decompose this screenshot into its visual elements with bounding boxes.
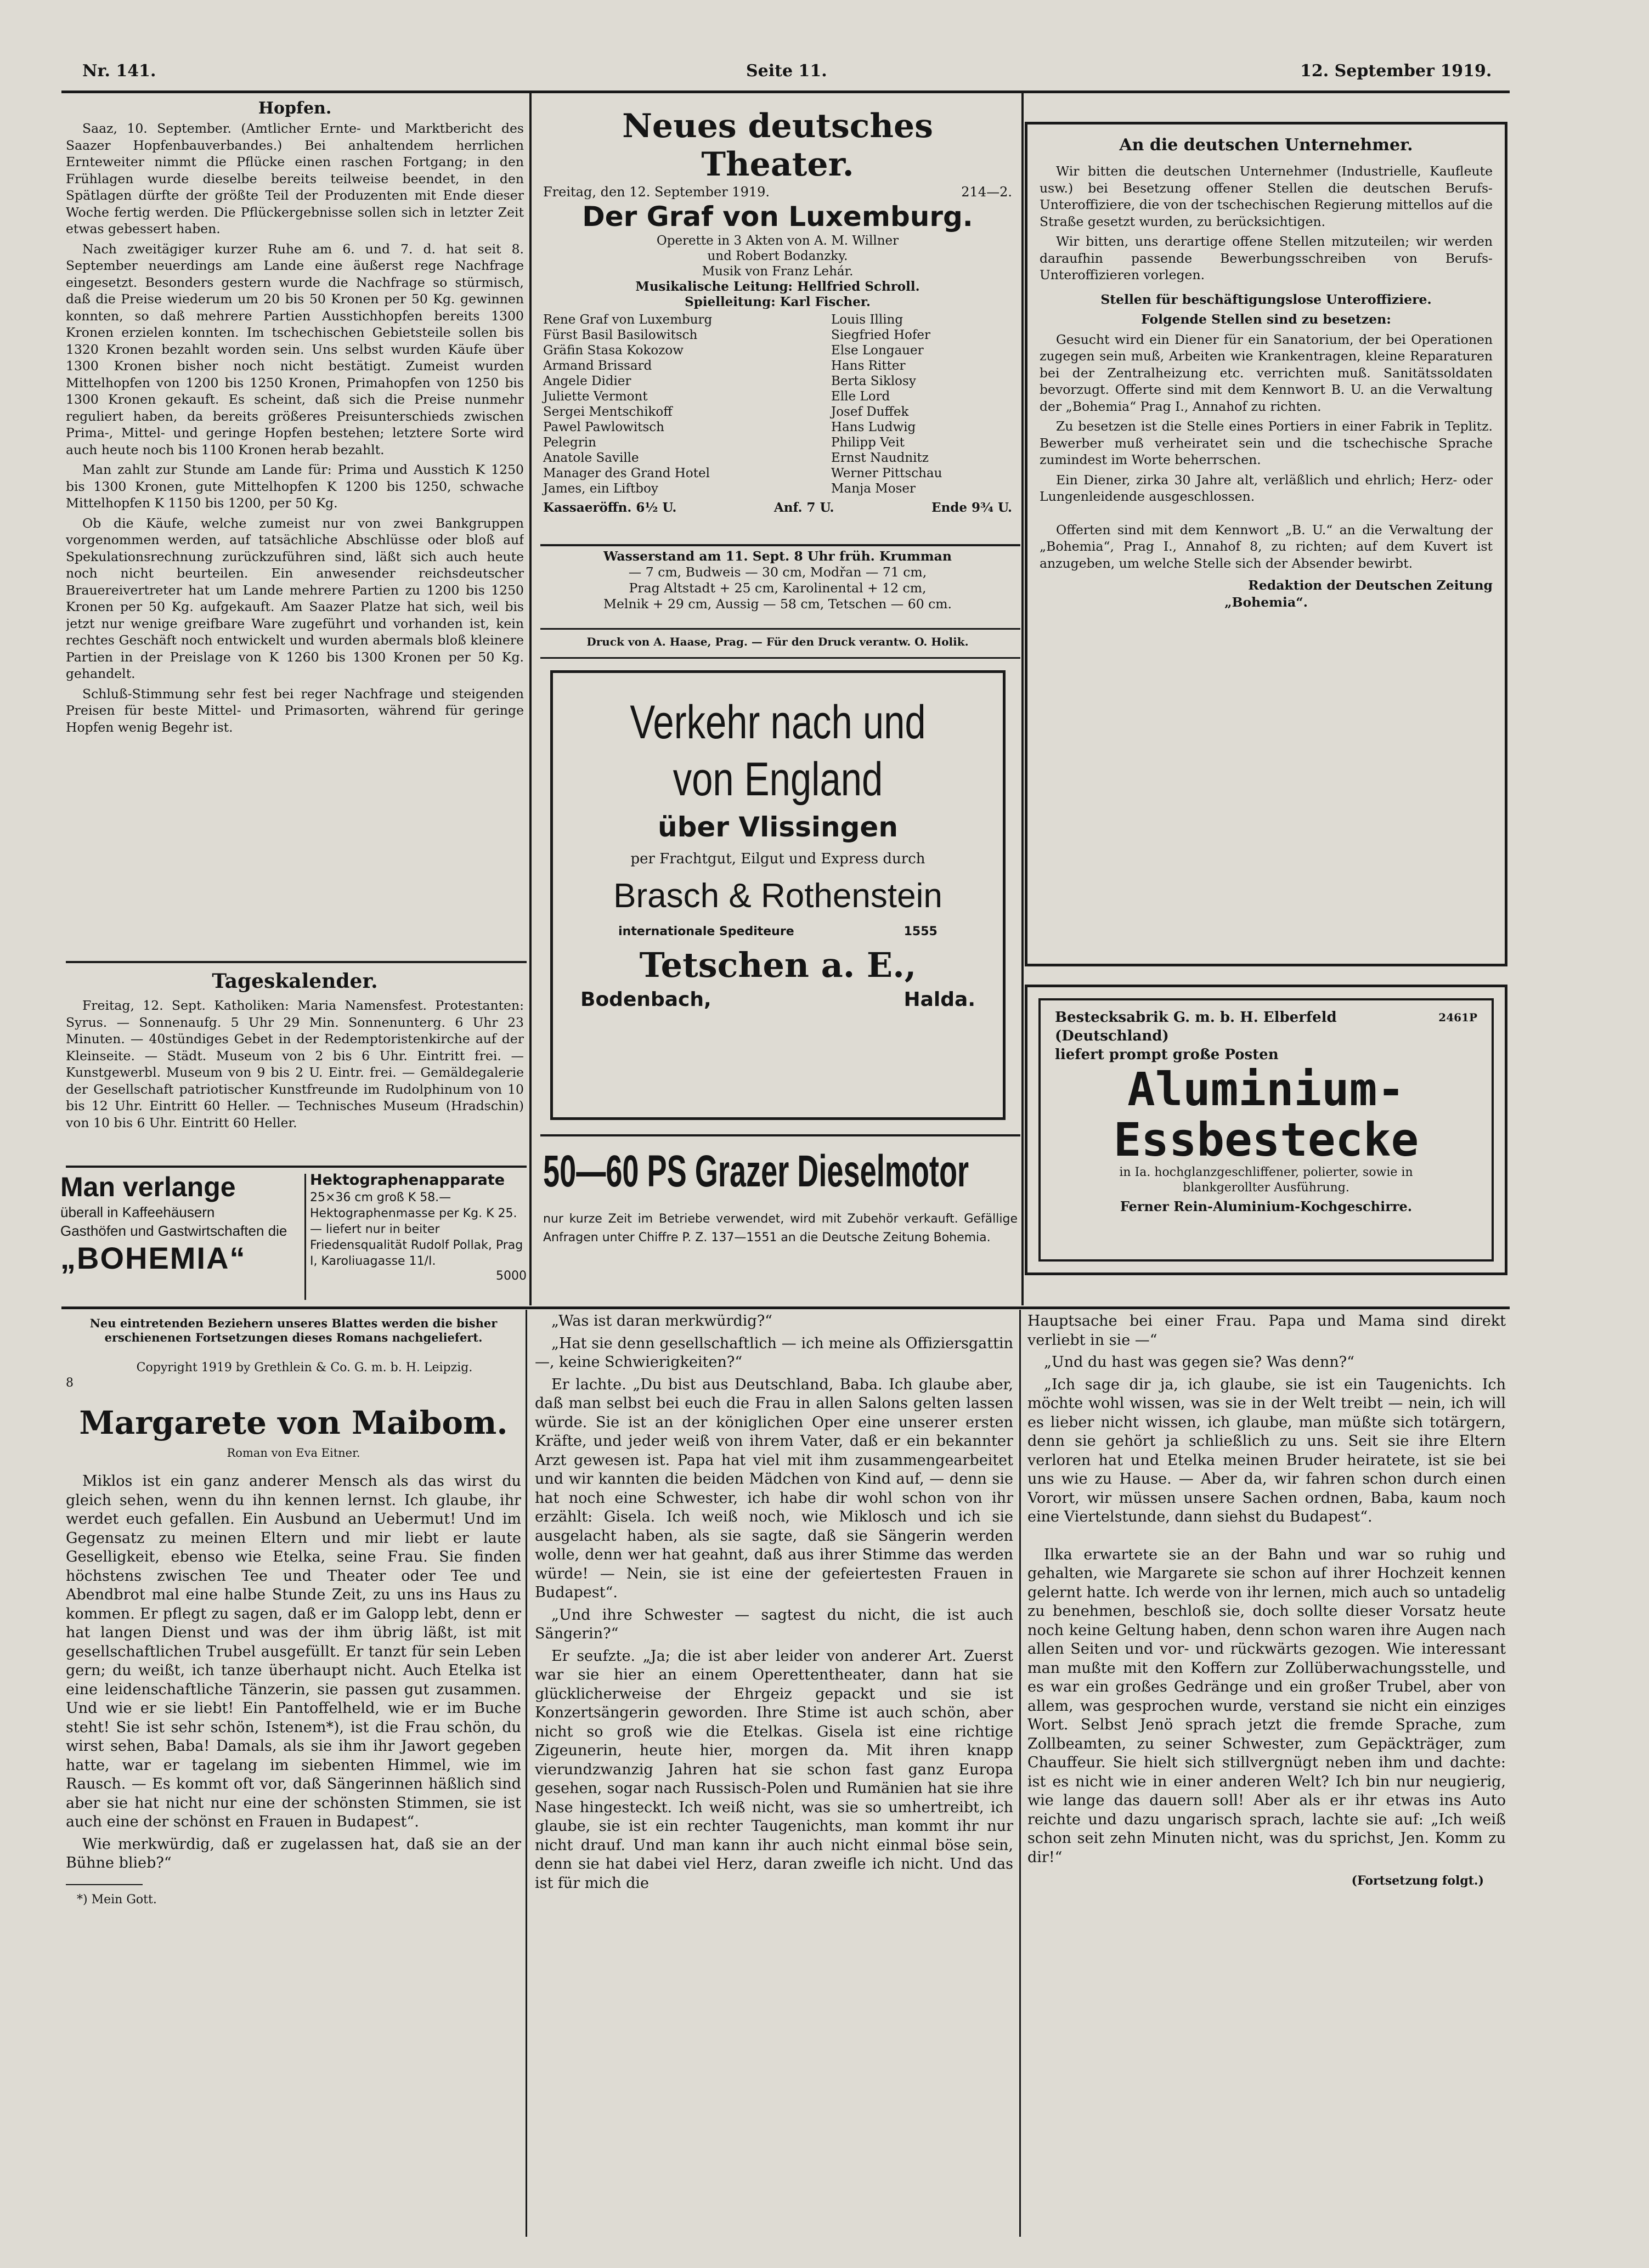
novel-copyright: Copyright 1919 by Grethlein & Co. G. m. b. H. Leipzig. xyxy=(136,1361,473,1375)
ad-england-line: über Vlissingen xyxy=(658,811,898,843)
cast-actor: Manja Moser xyxy=(831,482,916,496)
ad-aluminium-big: Aluminium- xyxy=(1127,1062,1405,1116)
ad-england-city: Tetschen a. E., xyxy=(639,945,917,985)
theater-kassa: Kassaeröffn. 6½ U. xyxy=(543,500,677,515)
theater-subtitle: Operette in 3 Akten von A. M. Willner xyxy=(656,234,899,248)
ad-aluminium-line: liefert prompt große Posten xyxy=(1055,1047,1279,1063)
ad-aluminium-line: in Ia. hochglanzgeschliffener, polierter, sowie in blankgerollter Ausführung. xyxy=(1119,1166,1413,1195)
ad-bohemia-title: Man verlange xyxy=(60,1172,236,1202)
cast-row xyxy=(543,312,1012,327)
cast-role: Manager des Grand Hotel xyxy=(543,466,710,480)
ad-diesel-text: nur kurze Zeit im Betriebe verwendet, wird mit Zubehör verkauft. Gefällige Anfragen unter Chiffre P. Z. 137—1551 an die Deutsche Zeitung Bohemia. xyxy=(543,1212,1018,1245)
theater-play: Der Graf von Luxemburg. xyxy=(582,201,973,233)
issue-number: Nr. 141. xyxy=(82,61,156,81)
section-rule xyxy=(66,961,527,963)
paragraph: Ob die Käufe, welche zumeist nur von zwei Bankgruppen vorgenommen werden, auf tatsächliche Abschlüsse oder bloß auf Spekulationsrechnung zurückzuführen sind, läßt sich auch heute noch nicht beurteilen. Ein anwesender reichsdeutscher Brauereivertreter hat um Lande mehrere Partien zu 1200 bis 1250 Kronen per 50 Kg. aufgekauft. Am Saazer Platze hat sich, weil bis jetzt nur wenige greifbare Ware zugeführt und vorhanden ist, kein rechtes Geschäft noch entwickelt und wurden abermals bloß kleinere Partien in der Preislage von K 1260 bis 1300 Kronen per 50 Kg. gehandelt. xyxy=(66,515,524,681)
hopfen-title: Hopfen. xyxy=(258,99,332,118)
cast-row xyxy=(543,343,1012,358)
cast-row xyxy=(543,450,1012,466)
ad-england-spediteure: internationale Spediteure xyxy=(618,925,794,938)
column-rule xyxy=(1019,1310,1021,2237)
theater-ende: Ende 9¾ U. xyxy=(931,500,1012,515)
ad-bohemia xyxy=(60,1171,302,1303)
ad-aluminium xyxy=(1038,998,1494,1262)
paragraph: Nach zweitägiger kurzer Ruhe am 6. und 7. d. hat seit 8. September neuerdings am Lande eine äußerst rege Nachfrage eingesetzt. Besonders gestern wurde die Nachfrage so stürmisch, daß die Preise wiederum um 20 bis 50 Kronen per 50 Kg. gewinnen konnten, so daß mehrere Partien Ausstichhopfen bereits 1300 Kronen erzielen konnten. Im tschechischen Gebietsteile sollen bis 1320 Kronen bezahlt worden sein. Uns selbst wurden Käufe über 1300 Kronen bisher noch nicht bestätigt. Zumeist wurden Mittelhopfen von 1200 bis 1250 Kronen, Primahopfen von 1250 bis 1300 Kronen gekauft. Es scheint, daß sich die Preise nunmehr reguliert haben, da bereits größeres Preisunterschieds zwischen Prima-, Mittel- und geringe Hopfen bestehen; letztere Sorte wird auch heute noch bis 1100 Kronen herab bezahlt. xyxy=(66,241,524,457)
cast-role: Sergei Mentschikoff xyxy=(543,405,673,419)
section-rule xyxy=(540,657,1020,659)
section-rule xyxy=(540,628,1020,630)
novel-number: 8 xyxy=(66,1376,74,1390)
cast-row xyxy=(543,435,1012,450)
cast-actor: Ernst Naudnitz xyxy=(831,451,929,465)
cast-row xyxy=(543,404,1012,420)
cast-actor: Hans Ludwig xyxy=(831,420,916,434)
ad-divider xyxy=(304,1174,306,1300)
paragraph: Saaz, 10. September. (Amtlicher Ernte- und Marktbericht des Saazer Hopfenbauverbandes.) Bei anhaltendem herrlichen Ernteweiter nimmt die Pflücke einen raschen Fortgang; in den Frühlagen wurde dieselbe bereits teilweise beendet, in den Spätlagen dürfte der größte Teil der Produzenten mit Ende dieser Woche fertig werden. Die Pflückergebnisse sollen sich in letzter Zeit etwas gebessert haben. xyxy=(66,121,524,236)
paragraph: Wir bitten die deutschen Unternehmer (Industrielle, Kaufleute usw.) bei Besetzung offener Stellen die deutschen Berufs-Unteroffiziere, die von der tschechischen Regierung mittellos auf die Straße gesetzt wurden, zu berücksichtigen. xyxy=(1040,163,1493,229)
ad-diesel-title: 50—60 PS Grazer Dieselmotor xyxy=(543,1146,969,1196)
wasserstand-line: Melnik + 29 cm, Aussig — 58 cm, Tetschen — 60 cm. xyxy=(603,596,952,612)
paragraph: Zu besetzen ist die Stelle eines Portiers in einer Fabrik in Teplitz. Bewerber muß verheiratet sein und die tschechische Sprache zumindest im Worte beherrschen. xyxy=(1040,418,1493,467)
theater-director: Spielleitung: Karl Fischer. xyxy=(685,295,871,309)
cast-role: Gräfin Stasa Kokozow xyxy=(543,343,684,358)
ad-diesel xyxy=(543,1141,1018,1305)
ad-bohemia-line: überall in Kaffeehäusern xyxy=(60,1204,215,1220)
novel-column-1 xyxy=(66,1316,521,2249)
theater-program xyxy=(543,107,1012,540)
section-rule xyxy=(540,1134,1020,1136)
paragraph: Hauptsache bei einer Frau. Papa und Mama sind direkt verliebt in sie —“ xyxy=(1027,1313,1506,1349)
cast-row xyxy=(543,389,1012,404)
wasserstand xyxy=(543,548,1012,625)
cast-row xyxy=(543,374,1012,389)
paragraph: Ein Diener, zirka 30 Jahre alt, verläßlich und ehrlich; Herz- oder Lungenleidende ausgeschlossen. xyxy=(1040,472,1493,504)
cast-actor: Elle Lord xyxy=(831,389,890,404)
column-rule xyxy=(526,1310,527,2237)
section-rule xyxy=(66,1166,527,1168)
novel-notice: Neu eintretenden Beziehern unseres Blattes werden die bisher erschienenen Fortsetzungen dieses Romans nachgeliefert. xyxy=(89,1316,498,1344)
cast-actor: Else Longauer xyxy=(831,343,924,358)
theater-number: 214—2. xyxy=(961,184,1012,200)
paragraph: Man zahlt zur Stunde am Lande für: Prima und Ausstich K 1250 bis 1300 Kronen, gute Mittelhopfen K 1200 bis 1250, schwache Mittelhopfen K 1150 bis 1200, per 50 Kg. xyxy=(66,462,524,511)
cast-row xyxy=(543,466,1012,481)
theater-music: Musik von Franz Lehár. xyxy=(702,264,854,279)
wasserstand-line: Wasserstand am 11. Sept. 8 Uhr früh. Krumman xyxy=(603,548,952,564)
ad-aluminium-code: 2461P xyxy=(1438,1011,1477,1024)
ad-hektograph-title: Hektographenapparate xyxy=(310,1172,505,1189)
cast-actor: Philipp Veit xyxy=(831,435,905,450)
wasserstand-line: Prag Altstadt + 25 cm, Karolinental + 12 cm, xyxy=(629,580,927,596)
ad-england-firm: Brasch & Rothenstein xyxy=(613,877,942,915)
unternehmer-title: An die deutschen Unternehmer. xyxy=(1119,135,1413,155)
cast-role: Anatole Saville xyxy=(543,451,639,465)
ad-hektograph-code: 5000 xyxy=(496,1269,527,1283)
paragraph: „Und du hast was gegen sie? Was denn?“ xyxy=(1044,1354,1354,1371)
unternehmer-subhead2: Folgende Stellen sind zu besetzen: xyxy=(1141,312,1391,327)
section-rule xyxy=(540,544,1020,546)
paragraph: Miklos ist ein ganz anderer Mensch als das wirst du gleich sehen, wenn du ihn kennen lernst. Ich glaube, ihr werdet euch gefallen. Ein Ausbund an Uebermut! Und im Gegensatz zu meinen Eltern und mir liebt er laute Geselligkeit, ebenso wie Etelka, seine Frau. Sie finden höchstens zwischen Tee und Theater oder Tee und Abendbrot mal eine halbe Stunde Zeit, zu uns ins Haus zu kommen. Er pflegt zu sagen, daß er im Galopp lebt, denn er hat langen Dienst und was der ihm übrig läßt, ist mit gesellschaftlichen Trubel ausgefüllt. Er tanzt für sein Leben gern; du weißt, ich tanze überhaupt nicht. Auch Etelka ist eine leidenschaftliche Tänzerin, sie passen gut zusammen. Und wie er sie liebt! Ein Pantoffelheld, wie er im Buche steht! Sie ist sehr schön, Istenem*), ist die Frau schön, du wirst sehen, Baba! Damals, als sie ihm ihr Jawort gegeben hatte, war er tagelang im siebenten Himmel, wie im Rausch. — Es kommt oft vor, daß Sängerinnen häßlich sind aber sie hat nicht nur eine der schönsten Stimmen, sie ist auch eine der schönst en Frauen in Budapest“. xyxy=(66,1473,521,1830)
paragraph: Offerten sind mit dem Kennwort „B. U.“ an die Verwaltung der „Bohemia“, Prag I., Annahof 8, zu richten; auf dem Kuvert ist anzugeben, um welche Stelle sich der Absender bewirbt. xyxy=(1040,522,1493,571)
tageskalender xyxy=(66,970,524,1173)
paragraph: Er lachte. „Du bist aus Deutschland, Baba. Ich glaube aber, daß man selbst bei euch die Frau in allen Salons gelten lassen würde. Sie ist an der königlichen Oper eine unserer ersten Kräfte, und jeder weiß von ihrem Vater, daß er ein bekannter Arzt gewesen ist. Papa hat viel mit ihm zusammengearbeitet und wir kannten die beiden Mädchen von Kind auf, — denn sie hat noch eine Schwester, ich habe dir wohl schon von ihr erzählt: Gisela. Ich weiß noch, wie Miklosch und ich sie ausgelacht haben, als sie sagte, daß sie Sängerin werden wolle, denn wer hat geahnt, daß aus ihrer Stimme das werden würde! — Nein, sie ist eine der gefeiertesten Frauen in Budapest“. xyxy=(535,1376,1013,1601)
feuilleton-rule xyxy=(61,1306,1510,1309)
cast-actor: Werner Pittschau xyxy=(831,466,942,480)
ad-aluminium-frame xyxy=(1025,985,1507,1275)
theater-anfang: Anf. 7 U. xyxy=(773,500,834,515)
paragraph: „Und ihre Schwester — sagtest du nicht, die ist auch Sängerin?“ xyxy=(535,1606,1013,1642)
theater-conductor: Musikalische Leitung: Hellfried Schroll. xyxy=(635,279,920,294)
cast-role: Fürst Basil Basilowitsch xyxy=(543,328,698,342)
novel-continued: (Fortsetzung folgt.) xyxy=(1351,1874,1484,1888)
unternehmer-sign: „Bohemia“. xyxy=(1224,594,1308,610)
cast-actor: Louis Illing xyxy=(831,313,903,327)
theater-subtitle: und Robert Bodanzky. xyxy=(707,249,848,263)
novel-column-2 xyxy=(535,1312,1013,2244)
paragraph: Schluß-Stimmung sehr fest bei reger Nachfrage und steigenden Preisen für beste Mittel- und Primasorten, während für geringe Hopfen wenig Begehr ist. xyxy=(66,686,524,735)
cast-row xyxy=(543,327,1012,343)
novel-column-3 xyxy=(1027,1312,1506,2244)
wasserstand-line: — 7 cm, Budweis — 30 cm, Modřan — 71 cm, xyxy=(628,564,927,580)
unternehmer-box xyxy=(1025,122,1507,966)
cast-row xyxy=(543,420,1012,435)
paragraph: Gesucht wird ein Diener für ein Sanatorium, der bei Operationen zugegen sein muß, Arbeiten wie Krankentragen, kleine Reparaturen bei der Zentralheizung etc. verrichten muß. Sanitätssoldaten bevorzugt. Offerte sind mit dem Kennwort B. U. an die Verwaltung der „Bohemia“ Prag I., Annahof zu richten. xyxy=(1040,331,1493,414)
ad-hektograph-text: 25×36 cm groß K 58.— Hektographenmasse per Kg. K 25.— liefert nur in beiter Friedensqualität Rudolf Pollak, Prag I, Karoliuagasse 11/I. xyxy=(310,1191,523,1268)
cast-role: Angele Didier xyxy=(543,374,631,388)
column-rule xyxy=(529,93,532,1305)
print-note: Druck von A. Haase, Prag. — Für den Druck verantw. O. Holik. xyxy=(586,635,969,648)
ad-hektograph xyxy=(310,1171,527,1303)
cast-role: Pelegrin xyxy=(543,435,596,450)
ad-england-right: Halda. xyxy=(903,988,975,1011)
paragraph: Wie merkwürdig, daß er zugelassen hat, daß sie an der Bühne blieb?“ xyxy=(66,1835,521,1871)
ad-england-line: Verkehr nach und xyxy=(630,696,926,749)
paragraph: „Ich sage dir ja, ich glaube, sie ist ein Taugenichts. Ich möchte wohl wissen, was sie in der Welt treibt — nein, ich will es lieber nicht wissen, ich glaube, man müßte sich totärgern, denn sie gehört ja schließlich zu uns. Seit sie ihre Eltern verloren hat und Etelka meinen Bruder heiratete, ist sie bei uns wie zu Hause. — Aber da, wir fahren schon durch einen Vorort, wir müssen unsere Sachen ordnen, Baba, kaum noch eine Viertelstunde, dann siehst du Budapest“. xyxy=(1027,1376,1506,1525)
footnote-rule xyxy=(66,1884,143,1885)
theater-title: Neues deutsches Theater. xyxy=(622,107,933,184)
ad-england-line: per Frachtgut, Eilgut und Express durch xyxy=(630,851,925,867)
unternehmer-subhead: Stellen für beschäftigungslose Unteroffiziere. xyxy=(1100,291,1432,307)
cast-actor: Berta Siklosy xyxy=(831,374,916,388)
column-rule xyxy=(1021,93,1024,1305)
cast-role: Juliette Vermont xyxy=(543,389,648,404)
ad-england xyxy=(550,670,1006,1120)
ad-aluminium-line: Ferner Rein-Aluminium-Kochgeschirre. xyxy=(1120,1198,1413,1214)
cast-row xyxy=(543,358,1012,374)
cast-role: Pawel Pawlowitsch xyxy=(543,420,664,434)
cast-actor: Josef Duffek xyxy=(831,405,909,419)
novel-footnote: *) Mein Gott. xyxy=(77,1892,157,1907)
page-number: Seite 11. xyxy=(746,61,827,81)
cast-role: Armand Brissard xyxy=(543,359,652,373)
hopfen-body xyxy=(66,120,524,736)
hopfen-article xyxy=(66,99,524,954)
cast-role: James, ein Liftboy xyxy=(543,482,658,496)
paragraph: „Was ist daran merkwürdig?“ xyxy=(551,1313,772,1330)
tageskalender-text: Freitag, 12. Sept. Katholiken: Maria Namensfest. Protestanten: Syrus. — Sonnenaufg. 5 Uhr 29 Min. Sonnenunterg. 6 Uhr 23 Minuten. — 40stündiges Gebet in der Redemptoristenkirche auf der Kleinseite. — Städt. Museum von 2 bis 6 Uhr. Eintritt frei. — Kunstgewerbl. Museum von 9 bis 2 U. Eintr. frei. — Gemäldegalerie der Gesellschaft patriotischer Kunstfreunde im Rudolphinum von 10 bis 12 Uhr. Eintritt 60 Heller. — Technisches Museum (Hradschin) von 10 bis 6 Uhr. Eintritt 60 Heller. xyxy=(66,998,524,1130)
theater-date: Freitag, den 12. September 1919. xyxy=(543,184,770,200)
ad-england-line: von England xyxy=(673,753,883,806)
ad-aluminium-firm: Bestecksabrik G. m. b. H. Elberfeld (Deutschland) xyxy=(1055,1009,1337,1044)
header-rule xyxy=(61,91,1510,93)
paragraph: Ilka erwartete sie an der Bahn und war so ruhig und gehalten, wie Margarete sie schon auf ihrer Hochzeit kennen gelernt hatte. Ich werde von ihr lernen, mich auch so untadelig zu benehmen, beschloß sie, doch sollte dieser Vorsatz heute noch keine Geltung haben, denn schon waren ihre Augen nach allen Seiten und vor- und rückwärts gezogen. Wie interessant man mußte mit den Koffern zur Zollüberwachungsstelle, und es war ein großes Gedränge und ein großer Trubel, aber von allem, was gesprochen wurde, verstand sie nicht ein einziges Wort. Selbst Jenö sprach jetzt die fremde Sprache, zum Zollbeamten, zu seiner Schwester, zum Gepäckträger, zum Chauffeur. Sie hielt sich stillvergnügt neben ihm und dachte: ist es nicht wie in einer anderen Welt? Ich bin nur neugierig, wie lange das dauern soll! Aber als er ihr etwas ins Auto reichte und dazu ungarisch sprach, lachte sie auf: „Ich weiß schon seit zehn Minuten nicht, was du sprichst, Jen. Komm zu dir!“ xyxy=(1027,1546,1506,1866)
ad-bohemia-name: „BOHEMIA“ xyxy=(60,1241,246,1275)
novel-title: Margarete von Maibom. xyxy=(79,1404,508,1441)
paragraph: Wir bitten, uns derartige offene Stellen mitzuteilen; wir werden daraufhin passende Bewerbungsschreiben von Berufs-Unteroffizieren vorlegen. xyxy=(1040,234,1493,282)
unternehmer-sign: Redaktion der Deutschen Zeitung xyxy=(1248,578,1493,593)
cast-role: Rene Graf von Luxemburg xyxy=(543,313,713,327)
cast-row xyxy=(543,481,1012,496)
novel-author: Roman von Eva Eitner. xyxy=(227,1446,360,1460)
ad-bohemia-line: Gasthöfen und Gastwirtschaften die xyxy=(60,1223,287,1239)
tageskalender-title: Tageskalender. xyxy=(212,970,378,993)
ad-england-left: Bodenbach, xyxy=(580,988,711,1011)
issue-date: 12. September 1919. xyxy=(1300,61,1492,81)
ad-england-code: 1555 xyxy=(903,925,938,938)
cast-actor: Siegfried Hofer xyxy=(831,328,930,342)
ad-aluminium-big: Essbestecke xyxy=(1113,1113,1419,1167)
paragraph: Er seufzte. „Ja; die ist aber leider von anderer Art. Zuerst war sie hier an einem Operettentheater, dann hat sie glücklicherweise der Ehrgeiz gepackt und sie ist Konzertsängerin geworden. Ihre Stime ist auch schön, aber nicht so groß wie die Etelkas. Gisela ist eine richtige Zigeunerin, heute hier, morgen da. Mit ihren knapp vierundzwanzig Jahren hat sie schon fast ganz Europa gesehen, sogar nach Russisch-Polen und Rumänien hat sie ihre Nase hingesteckt. Ich weiß nicht, was sie so umhertreibt, ich glaube, sie ist ein rechter Taugenichts, man kommt ihr nur nicht drauf. Und man kann ihr auch nicht einmal böse sein, denn sie hat dabei viel Herz, daran zweifle ich nicht. Und das ist für mich die xyxy=(535,1647,1013,1892)
cast-actor: Hans Ritter xyxy=(831,359,906,373)
paragraph: „Hat sie denn gesellschaftlich — ich meine als Offiziersgattin —, keine Schwierigkeiten?“ xyxy=(535,1334,1013,1371)
